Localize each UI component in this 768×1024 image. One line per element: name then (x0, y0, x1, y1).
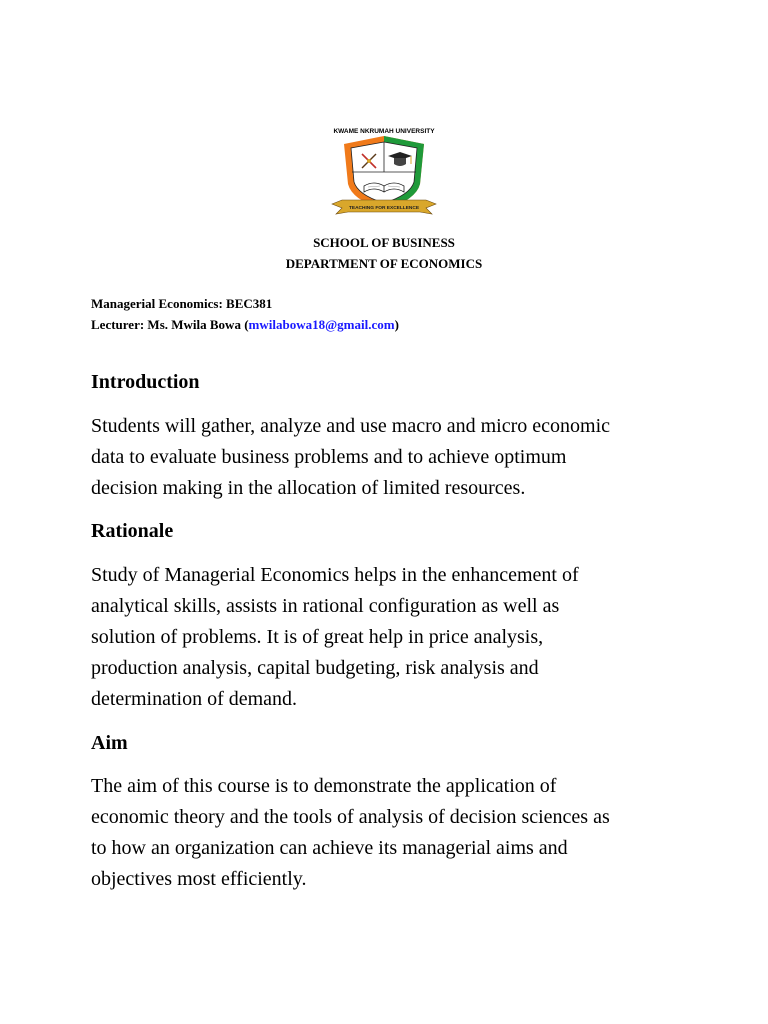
logo-motto: TEACHING FOR EXCELLENCE (348, 206, 420, 211)
text-line: data to evaluate business problems and to achieve optimum (91, 446, 567, 468)
course-line: Managerial Economics: BEC381 (91, 296, 273, 311)
rationale-heading: Rationale (91, 520, 174, 542)
introduction-paragraph (91, 411, 691, 504)
lecturer-prefix: Lecturer: Ms. Mwila Bowa ( (91, 317, 249, 332)
text-line: determination of demand. (91, 688, 298, 710)
lecturer-email-link[interactable]: mwilabowa18@gmail.com (248, 317, 395, 332)
text-line: decision making in the allocation of limited resources. (91, 477, 526, 499)
logo-university-name: KWAME NKRUMAH UNIVERSITY (333, 128, 435, 135)
department-name: DEPARTMENT OF ECONOMICS (285, 256, 483, 271)
university-crest-icon (328, 126, 440, 218)
text-line: production analysis, capital budgeting, risk analysis and (91, 657, 539, 679)
aim-paragraph (91, 771, 691, 895)
aim-heading: Aim (91, 732, 128, 754)
introduction-heading: Introduction (91, 371, 200, 393)
university-logo (328, 126, 440, 218)
text-line: objectives most efficiently. (91, 868, 307, 890)
text-line: Study of Managerial Economics helps in the enhancement of (91, 564, 579, 586)
text-line: economic theory and the tools of analysis of decision sciences as (91, 806, 610, 828)
school-name: SCHOOL OF BUSINESS (313, 235, 455, 250)
lecturer-line (91, 315, 399, 335)
text-line: analytical skills, assists in rational configuration as well as (91, 595, 560, 617)
text-line: The aim of this course is to demonstrate the application of (91, 775, 557, 797)
lecturer-suffix: ) (394, 317, 399, 332)
rationale-paragraph (91, 560, 691, 715)
text-line: to how an organization can achieve its managerial aims and (91, 837, 568, 859)
text-line: Students will gather, analyze and use macro and micro economic (91, 415, 611, 437)
text-line: solution of problems. It is of great help in price analysis, (91, 626, 544, 648)
